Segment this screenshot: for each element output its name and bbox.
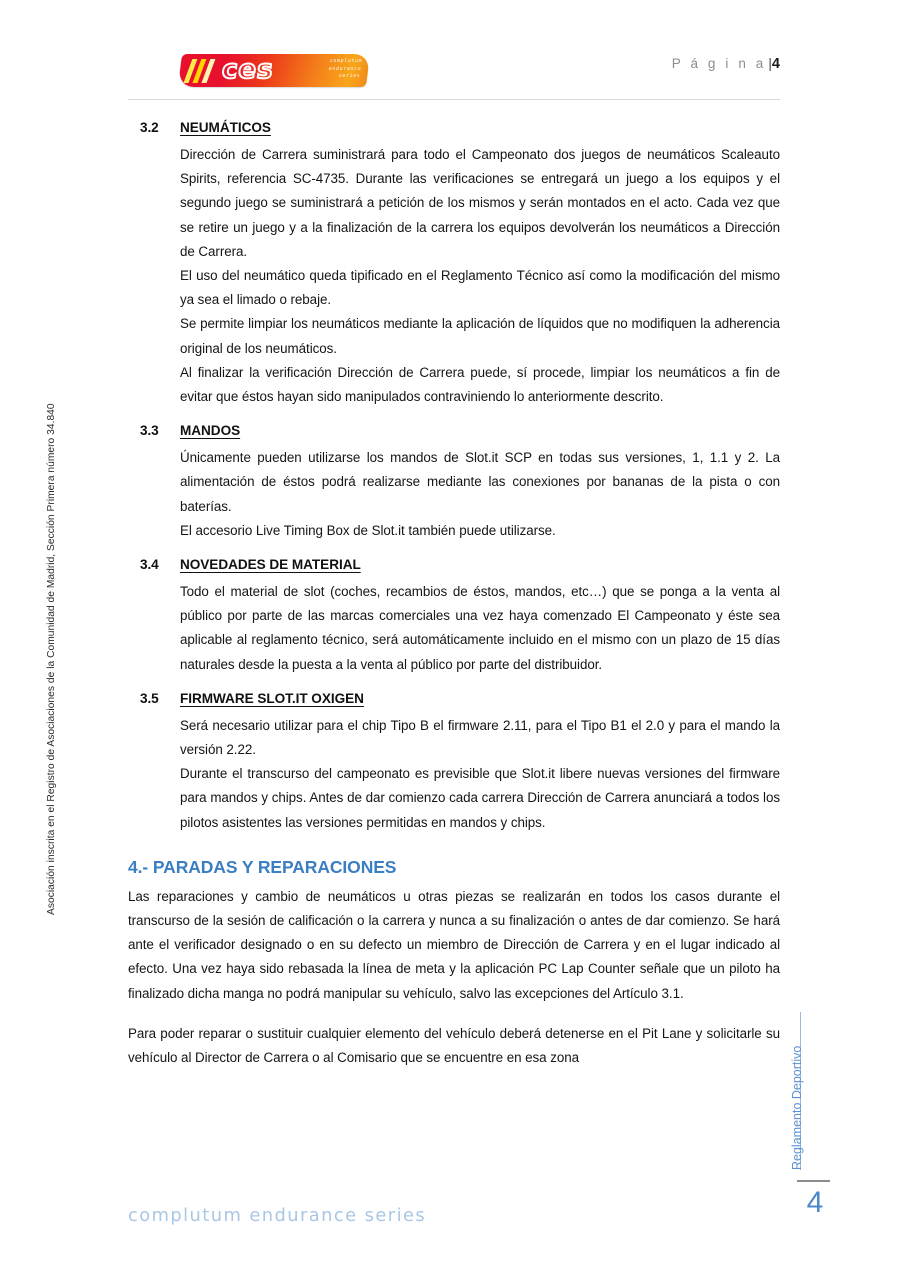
- header-page-separator: |: [768, 56, 772, 71]
- section-3-4-body: [128, 580, 780, 677]
- paragraph: Todo el material de slot (coches, recambios de éstos, mandos, etc…) que se ponga a la venta al público por parte de las marcas comerciales una vez haya comenzado El Campeonato y éste sea aplicable al reglamento técnico, será automáticamente incluido en el mismo con un plazo de 15 días naturales desde la puesta a la venta al público por parte del distribuidor.: [180, 584, 780, 672]
- section-3-4-title: NOVEDADES DE MATERIAL: [180, 557, 361, 573]
- logo-subtext-line-2: endurance: [328, 65, 362, 72]
- section-3-3-title: MANDOS: [180, 423, 241, 439]
- section-gap-large: [128, 835, 780, 857]
- paragraph-gap: [128, 1006, 780, 1022]
- header-divider: [128, 99, 780, 100]
- paragraph: Las reparaciones y cambio de neumáticos u otras piezas se realizarán en todos los casos durante el transcurso de la sesión de calificación o la carrera y nunca a su finalización o antes de dar comienzo. Se hará ante el verificador designado o en su defecto un miembro de Dirección de Carrera y en el lugar indicado al efecto. Una vez haya sido rebasada la línea de meta y la aplicación PC Lap Counter señale que un piloto ha finalizado dicha manga no podrá manipular su vehículo, salvo las excepciones del Artículo 3.1.: [128, 888, 780, 1001]
- paragraph: Dirección de Carrera suministrará para todo el Campeonato dos juegos de neumáticos Scaleauto Spirits, referencia SC-4735. Durante las verificaciones se entregará un juego a los equipos y el segundo juego se suministrará a petición de los mismos y serán montados en el acto. Cada vez que se retire un juego y a la finalización de la carrera los equipos devolverán los neumáticos a Dirección de Carrera.: [180, 147, 780, 259]
- section-3-5: [128, 691, 780, 835]
- right-margin-label-text: Reglamento Deportivo: [790, 1045, 804, 1170]
- ces-logo: [180, 50, 368, 90]
- section-gap: [128, 543, 780, 557]
- page-number-rule: [797, 1180, 830, 1182]
- page-header: [128, 44, 780, 96]
- paragraph: Se permite limpiar los neumáticos mediante la aplicación de líquidos que no modifiquen la adherencia original de los neumáticos.: [180, 316, 780, 356]
- section-3-3-body: [128, 446, 780, 543]
- header-page-indicator: [672, 56, 780, 72]
- section-gap: [128, 409, 780, 423]
- section-3-4: [128, 557, 780, 677]
- section-3-4-number: 3.4: [140, 557, 159, 573]
- logo-wordmark: ces: [220, 55, 276, 85]
- logo-subtext-line-3: series: [338, 73, 361, 79]
- section-3-2: [128, 120, 780, 409]
- section-4: [128, 857, 780, 1070]
- section-3-4-heading: [128, 557, 780, 577]
- document-body: [128, 120, 780, 1070]
- header-page-number: 4: [771, 56, 780, 72]
- left-margin-note-text: Asociación inscrita en el Registro de Asociaciones de la Comunidad de Madrid, Sección Primera número 34.840: [46, 403, 57, 915]
- paragraph: Será necesario utilizar para el chip Tipo B el firmware 2.11, para el Tipo B1 el 2.0 y para el mando la versión 2.22.: [180, 717, 780, 758]
- paragraph: El accesorio Live Timing Box de Slot.it también puede utilizarse.: [180, 522, 556, 538]
- section-gap: [128, 677, 780, 691]
- left-margin-note: [46, 355, 77, 915]
- section-3-3: [128, 423, 780, 543]
- section-3-5-body: [128, 714, 780, 835]
- logo-badge-shape: [178, 54, 370, 87]
- page-number-large: 4: [806, 1186, 824, 1219]
- paragraph: Al finalizar la verificación Dirección de Carrera puede, sí procede, limpiar los neumáticos a fin de evitar que éstos hayan sido manipulados contraviniendo lo anteriormente descrito.: [180, 364, 780, 405]
- header-page-word: P á g i n a: [671, 56, 767, 71]
- section-3-2-body: [128, 143, 780, 409]
- section-3-5-title: FIRMWARE SLOT.IT OXIGEN: [180, 690, 364, 706]
- footer-wordmark: complutum endurance series: [128, 1206, 427, 1226]
- section-3-2-title: NEUMÁTICOS: [180, 120, 271, 135]
- section-3-2-heading: [128, 120, 780, 140]
- section-3-3-heading: [128, 423, 780, 443]
- section-3-3-number: 3.3: [140, 423, 159, 439]
- right-margin-label: [790, 1010, 822, 1170]
- paragraph: Para poder reparar o sustituir cualquier elemento del vehículo deberá detenerse en el Pit Lane y solicitarle su vehículo al Director de Carrera o al Comisario que se encuentre en esa zona: [128, 1025, 780, 1066]
- paragraph: Únicamente pueden utilizarse los mandos de Slot.it SCP en todas sus versiones, 1, 1.1 y 2. La alimentación de éstos podrá realizarse mediante las conexiones por bananas de la pista o con baterías.: [180, 450, 780, 514]
- section-3-5-heading: [128, 691, 780, 711]
- paragraph: El uso del neumático queda tipificado en el Reglamento Técnico así como la modificación del mismo ya sea el limado o rebaje.: [180, 268, 780, 308]
- section-3-5-number: 3.5: [140, 690, 159, 706]
- logo-subtext-line-1: complutum: [329, 58, 363, 64]
- section-4-heading: 4.- PARADAS Y REPARACIONES: [128, 856, 397, 877]
- section-3-2-number: 3.2: [140, 120, 159, 135]
- logo-slashes-icon: [184, 59, 221, 83]
- logo-subtext: [308, 58, 363, 81]
- paragraph: Durante el transcurso del campeonato es previsible que Slot.it libere nuevas versiones del firmware para mandos y chips. Antes de dar comienzo cada carrera Dirección de Carrera anunciará a todos los pilotos asistentes las versiones permitidas en mandos y chips.: [180, 766, 780, 830]
